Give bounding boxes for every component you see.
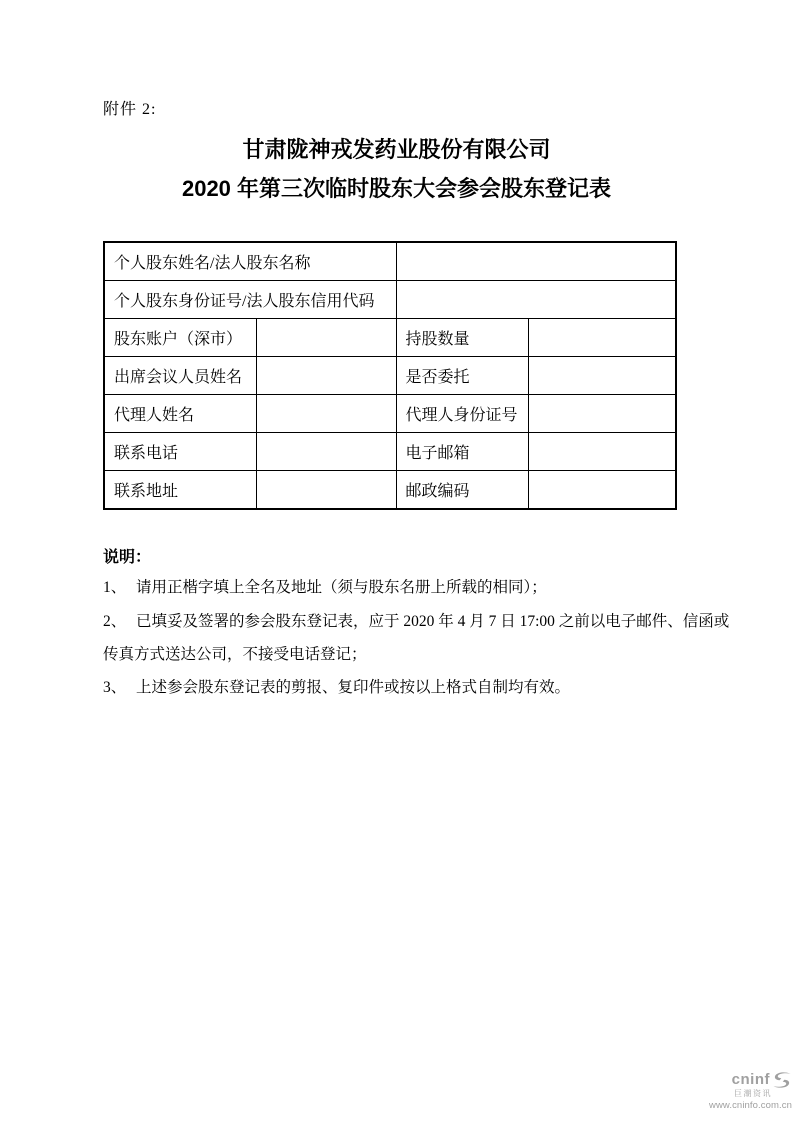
field-value-shares-held — [528, 319, 676, 357]
field-value-account — [256, 319, 396, 357]
cninfo-watermark — [708, 1071, 792, 1112]
attachment-label: 附件 2: — [103, 101, 157, 118]
field-value-proxy-name — [256, 395, 396, 433]
table-row — [104, 395, 676, 433]
document-subtitle: 2020 年第三次临时股东大会参会股东登记表 — [181, 176, 612, 201]
table-row — [104, 471, 676, 510]
note-item-3-number: 3、 — [103, 679, 127, 696]
table-row — [104, 433, 676, 471]
field-label-proxy-name: 代理人姓名 — [104, 395, 256, 433]
table-row — [104, 319, 676, 357]
note-item-1-text: 请用正楷字填上全名及地址（须与股东名册上所载的相同）； — [136, 579, 547, 596]
note-item-3-text: 上述参会股东登记表的剪报、复印件或按以上格式自制均有效。 — [136, 679, 571, 696]
field-value-shareholder-name — [396, 242, 676, 281]
cninfo-url: www.cninfo.com.cn — [708, 1100, 792, 1111]
field-label-id-number: 个人股东身份证号/法人股东信用代码 — [104, 281, 396, 319]
field-label-email: 电子邮箱 — [396, 433, 528, 471]
field-label-phone: 联系电话 — [104, 433, 256, 471]
field-value-phone — [256, 433, 396, 471]
table-row — [104, 357, 676, 395]
field-label-shareholder-name: 个人股东姓名/法人股东名称 — [104, 242, 396, 281]
field-value-proxy-id — [528, 395, 676, 433]
field-label-shares-held: 持股数量 — [396, 319, 528, 357]
field-label-postcode: 邮政编码 — [396, 471, 528, 510]
note-item-2-number: 2、 — [103, 613, 127, 630]
note-item-2-text-line1: 已填妥及签署的参会股东登记表，应于 2020 年 4 月 7 日 17:00 之前以电子邮件、信函或 — [136, 613, 730, 630]
field-value-postcode — [528, 471, 676, 510]
note-item-2-continued — [103, 642, 367, 664]
field-label-account: 股东账户（深市） — [104, 319, 256, 357]
cninfo-brand-chinese: 巨潮资讯 — [734, 1089, 772, 1098]
field-value-attendee-name — [256, 357, 396, 395]
note-item-2 — [103, 609, 729, 631]
note-item-1-number: 1、 — [103, 579, 127, 596]
cninfo-brand-row — [708, 1071, 792, 1088]
company-title: 甘肃陇神戎发药业股份有限公司 — [242, 137, 551, 162]
cninfo-swirl-icon — [772, 1071, 792, 1089]
registration-form-table — [103, 241, 677, 510]
field-label-is-proxy: 是否委托 — [396, 357, 528, 395]
note-item-1 — [103, 575, 547, 597]
field-label-address: 联系地址 — [104, 471, 256, 510]
field-label-proxy-id: 代理人身份证号 — [396, 395, 528, 433]
field-value-id-number — [396, 281, 676, 319]
note-item-3 — [103, 675, 570, 697]
note-item-2-text-line2: 传真方式送达公司，不接受电话登记； — [103, 646, 367, 663]
field-value-email — [528, 433, 676, 471]
notes-heading: 说明： — [103, 549, 152, 566]
field-value-is-proxy — [528, 357, 676, 395]
field-label-attendee-name: 出席会议人员姓名 — [104, 357, 256, 395]
table-row — [104, 242, 676, 281]
field-value-address — [256, 471, 396, 510]
table-row — [104, 281, 676, 319]
cninfo-brand-text: cninf — [731, 1071, 770, 1088]
